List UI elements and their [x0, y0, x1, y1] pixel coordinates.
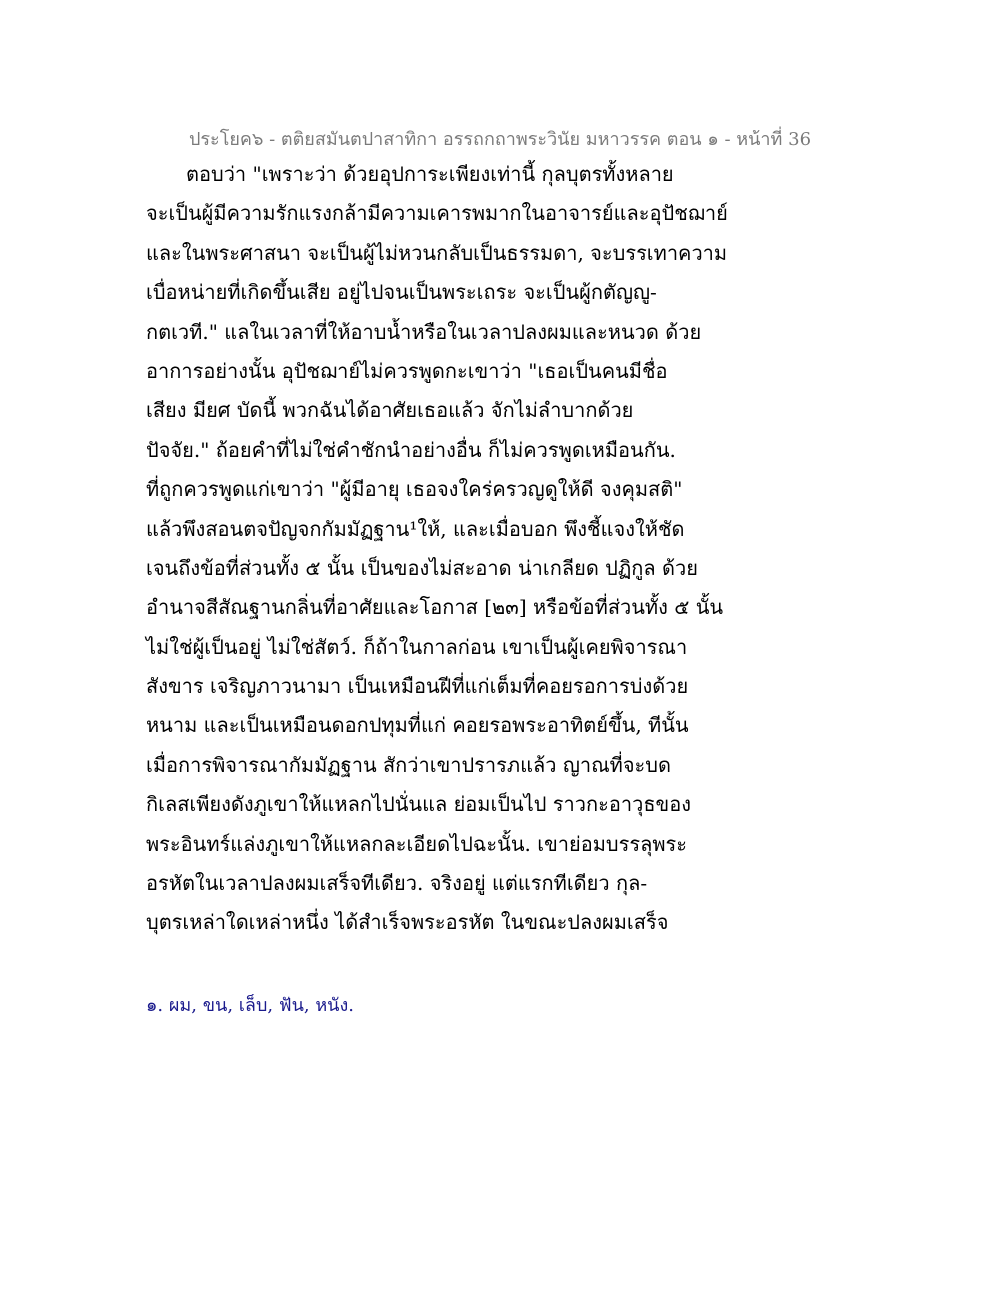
text-line: ไม่ใช่ผู้เป็นอยู่ ไม่ใช่สัตว์. ก็ถ้าในกาลก่อน เขาเป็นผู้เคยพิจารณา: [146, 634, 688, 659]
text-line: บุตรเหล่าใดเหล่าหนึ่ง ได้สำเร็จพระอรหัต ในขณะปลงผมเสร็จ: [146, 910, 669, 935]
text-line: เสียง มียศ บัดนี้ พวกฉันได้อาศัยเธอแล้ว จักไม่ลำบากด้วย: [146, 398, 634, 423]
text-line: พระอินทร์แล่งภูเขาให้แหลกละเอียดไปฉะนั้น. เขาย่อมบรรลุพระ: [146, 831, 687, 856]
text-line: เจนถึงข้อที่ส่วนทั้ง ๕ นั้น เป็นของไม่สะอาด น่าเกลียด ปฏิกูล ด้วย: [146, 555, 698, 580]
running-header: ประโยค๖ - ตติยสมันตปาสาทิกา อรรถกถาพระวินัย มหาวรรค ตอน ๑ - หน้าที่ 36: [188, 129, 812, 150]
text-line: เมื่อการพิจารณากัมมัฏฐาน สักว่าเขาปรารภแล้ว ญาณที่จะบด: [146, 752, 671, 777]
text-line: สังขาร เจริญภาวนามา เป็นเหมือนฝีที่แก่เต็มที่คอยรอการบ่งด้วย: [146, 674, 689, 699]
text-line: อรหัตในเวลาปลงผมเสร็จทีเดียว. จริงอยู่ แต่แรกทีเดียว กุล-: [146, 871, 648, 896]
text-line: ปัจจัย." ถ้อยคำที่ไม่ใช่คำชักนำอย่างอื่น ก็ไม่ควรพูดเหมือนกัน.: [146, 437, 676, 462]
text-line: ตอบว่า "เพราะว่า ด้วยอุปการะเพียงเท่านี้ กุลบุตรทั้งหลาย: [186, 162, 674, 186]
footnote: ๑. ผม, ขน, เล็บ, ฟัน, หนัง.: [146, 995, 355, 1016]
text-line: แล้วพึงสอนตจปัญจกกัมมัฏฐาน¹ให้, และเมื่อบอก พึงชี้แจงให้ชัด: [146, 516, 685, 541]
text-line: จะเป็นผู้มีความรักแรงกล้ามีความเคารพมากในอาจารย์และอุปัชฌาย์: [146, 201, 728, 226]
text-line: หนาม และเป็นเหมือนดอกปทุมที่แก่ คอยรอพระอาทิตย์ขึ้น, ทีนั้น: [146, 713, 689, 738]
text-line: อำนาจสีสัณฐานกลิ่นที่อาศัยและโอกาส [๒๓] หรือข้อที่ส่วนทั้ง ๕ นั้น: [146, 595, 724, 620]
text-line: กตเวที." แลในเวลาที่ให้อาบน้ำหรือในเวลาปลงผมและหนวด ด้วย: [146, 319, 702, 344]
text-line: และในพระศาสนา จะเป็นผู้ไม่หวนกลับเป็นธรรมดา, จะบรรเทาความ: [146, 240, 728, 265]
text-line: เบื่อหน่ายที่เกิดขึ้นเสีย อยู่ไปจนเป็นพระเถระ จะเป็นผู้กตัญญู-: [146, 280, 657, 305]
text-line: อาการอย่างนั้น อุปัชฌาย์ไม่ควรพูดกะเขาว่า "เธอเป็นคนมีชื่อ: [146, 358, 668, 383]
text-line: ที่ถูกควรพูดแก่เขาว่า "ผู้มีอายุ เธอจงใคร่ครวญดูให้ดี จงคุมสติ": [146, 477, 683, 502]
text-line: กิเลสเพียงดังภูเขาให้แหลกไปนั่นแล ย่อมเป็นไป ราวกะอาวุธของ: [146, 792, 691, 817]
body-text: [146, 155, 846, 943]
